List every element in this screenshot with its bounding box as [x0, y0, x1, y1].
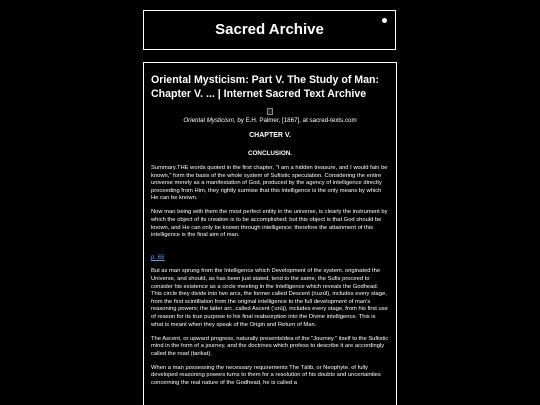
- article-content: [144, 63, 396, 388]
- caption-author: , by E.H. Palmer, [1867], at sacred-texts.com: [233, 117, 357, 124]
- chapter-heading: CHAPTER V.: [249, 132, 291, 139]
- paragraph: When a man possessing the necessary requirements The Tálib, or Neophyte. of fully developed reasoning powers turns to them for a resolution of his doubts and uncertainties concerning the real nature of the Godhead, he is called a: [151, 364, 381, 387]
- image-row: [151, 108, 389, 116]
- article-container: [143, 62, 397, 405]
- page-number-link[interactable]: p. 65: [151, 255, 165, 262]
- article-title: Oriental Mysticism: Part V. The Study of Man: Chapter V. ... | Internet Sacred Text Archive: [151, 74, 380, 100]
- broken-image-icon: [267, 108, 273, 115]
- paragraph: Now man being with them the most perfect entity in the universe, is clearly the instrument by which the object of its creation is to be accomplished; but this object is that God should be known, and He can only be known through intelligence; therefore the attainment of this intelligence is the final aim of man.: [151, 209, 388, 239]
- paragraph: The Ascent, or upward progress, naturally presentsIdea of the "Journey." itself to the Sufiistic mind in the form of a journey, and the doctrines which profess to describe it are accordingly called the road (tarikat).: [151, 335, 389, 357]
- paragraph: Summary.THE words quoted in the first chapter, "I am a hidden treasure, and I would fain be known," form the basis of the whole system of Sufiistic speculation. Considering the entire universe merely as a manifestation of God, produced by the agency of intelligence directly proceeding from Him, they rightly surmise that this intelligence is the only means by which He can be known.: [151, 165, 388, 202]
- section-subheading: CONCLUSION.: [247, 150, 293, 157]
- caption-book-title: Oriental Mysticism: [183, 117, 234, 124]
- paragraph: But as man sprung from the Intelligence which Development of the system. originated the Universe, and should, as has been just stated, tend to the same, the Sufis proceed to consider his existence as a circle meeting in the Intelligence which reveals the Godhead. This circle they divide into two arcs, the former called Descent (nuzúl), includes every stage, from the first scintillation from the original intelligence to the full development of man's reasoning powers; the latter arc, called Ascent (‘urúj), includes every stage, from his first use of reason for its true purpose to his final reabsorption into the Divine intelligence. This is what is meant when they speak of the Origin and Return of Man.: [151, 268, 388, 328]
- site-title[interactable]: Sacred Archive: [215, 21, 324, 38]
- book-caption: [151, 116, 389, 125]
- site-header: [143, 10, 396, 50]
- dot-icon[interactable]: [382, 18, 387, 23]
